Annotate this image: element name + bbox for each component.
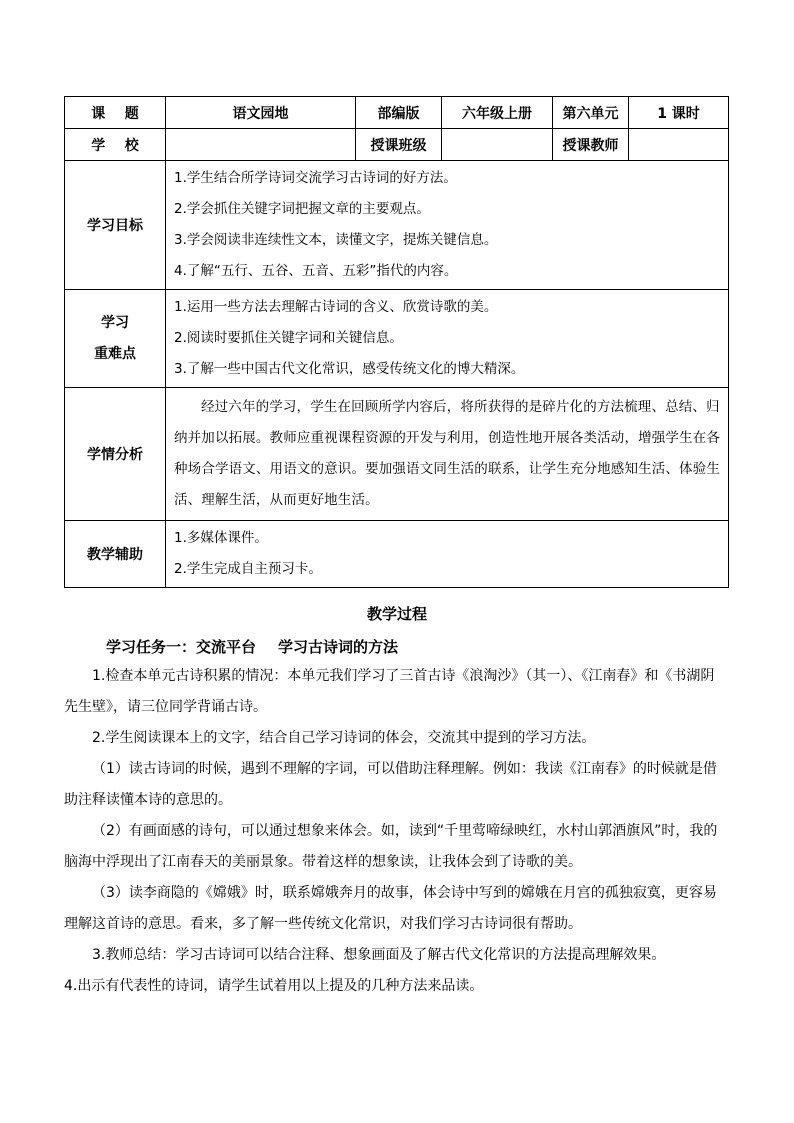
difficulties-label [65,290,166,388]
paragraph: （3）读李商隐的《嫦娥》时，联系嫦娥奔月的故事，体会诗中写到的嫦娥在月宫的孤独寂寞，更容易理解这首诗的意思。看来，多了解一些传统文化常识，对我们学习古诗词很有帮助。 [64,885,717,932]
paragraph: （1）读古诗词的时候，遇到不理解的字词，可以借助注释理解。例如：我读《江南春》的时候就是借助注释读懂本诗的意思的。 [64,761,717,808]
paragraph: （2）有画面感的诗句，可以通过想象来体会。如，读到“千里莺啼绿映红，水村山郭酒旗风”时，我的脑海中浮现出了江南春天的美丽景象。带着这样的想象读，让我体会到了诗歌的美。 [64,823,718,870]
list-item: 2.学会抓住关键字词把握文章的主要观点。 [174,201,430,217]
class-label: 授课班级 [356,129,442,161]
aids-label: 教学辅助 [65,521,166,588]
lesson-info-table [64,96,729,588]
aids-content [166,521,729,588]
list-item: 2.阅读时要抓住关键字词和关键信息。 [174,330,403,346]
table-row [65,521,729,588]
goals-label: 学习目标 [65,161,166,290]
analysis-label: 学情分析 [65,388,166,521]
section-title: 教学过程 [366,605,427,623]
teacher-label: 授课教师 [553,129,629,161]
list-item: 3.学会阅读非连续性文本，读懂文字，提炼关键信息。 [174,232,498,248]
task-heading-prefix: 学习任务一：交流平台 [106,638,257,656]
process-body [64,661,728,1002]
school-value [166,129,356,161]
paragraph: 2.学生阅读课本上的文字，结合自己学习诗词的体会，交流其中提到的学习方法。 [92,730,596,746]
class-value [442,129,553,161]
hours-value: 1 课时 [629,97,729,129]
grade-value: 六年级上册 [442,97,553,129]
topic-label: 课 题 [65,97,166,129]
list-item: 1.学生结合所学诗词交流学习古诗词的好方法。 [174,170,457,186]
unit-value: 第六单元 [553,97,629,129]
school-label: 学 校 [65,129,166,161]
difficulties-content [166,290,729,388]
list-item: 2.学生完成自主预习卡。 [174,561,322,577]
task-heading [106,636,398,657]
table-row [65,290,729,388]
goals-content [166,161,729,290]
difficulties-label-line1: 学习 [101,314,129,331]
table-row [65,129,729,161]
list-item: 4.了解“五行、五谷、五音、五彩”指代的内容。 [174,263,458,279]
paragraph: 4.出示有代表性的诗词，请学生试着用以上提及的几种方法来品读。 [64,978,484,994]
list-item: 1.多媒体课件。 [174,530,268,546]
task-heading-suffix: 学习古诗词的方法 [278,638,399,656]
topic-value: 语文园地 [166,97,356,129]
list-item: 1.运用一些方法去理解古诗词的含义、欣赏诗歌的美。 [174,299,498,315]
analysis-text: 经过六年的学习，学生在回顾所学内容后，将所获得的是碎片化的方法梳理、总结、归纳并加以拓展。教师应重视课程资源的开发与利用，创造性地开展各类活动，增强学生在各种场合学语文、用语文的意识。要加强语文同生活的联系，让学生充分地感知生活、体验生活、理解生活，从而更好地生活。 [166,388,729,521]
edition-value: 部编版 [356,97,442,129]
difficulties-label-line2: 重难点 [94,345,136,362]
table-row [65,161,729,290]
teacher-value [629,129,729,161]
table-row [65,97,729,129]
table-row [65,388,729,521]
paragraph: 1.检查本单元古诗积累的情况：本单元我们学习了三首古诗《浪淘沙》（其一）、《江南春》和《书湖阴先生壁》，请三位同学背诵古诗。 [64,668,715,715]
paragraph: 3.教师总结：学习古诗词可以结合注释、想象画面及了解古代文化常识的方法提高理解效果。 [92,947,666,963]
list-item: 3.了解一些中国古代文化常识，感受传统文化的博大精深。 [174,361,525,377]
